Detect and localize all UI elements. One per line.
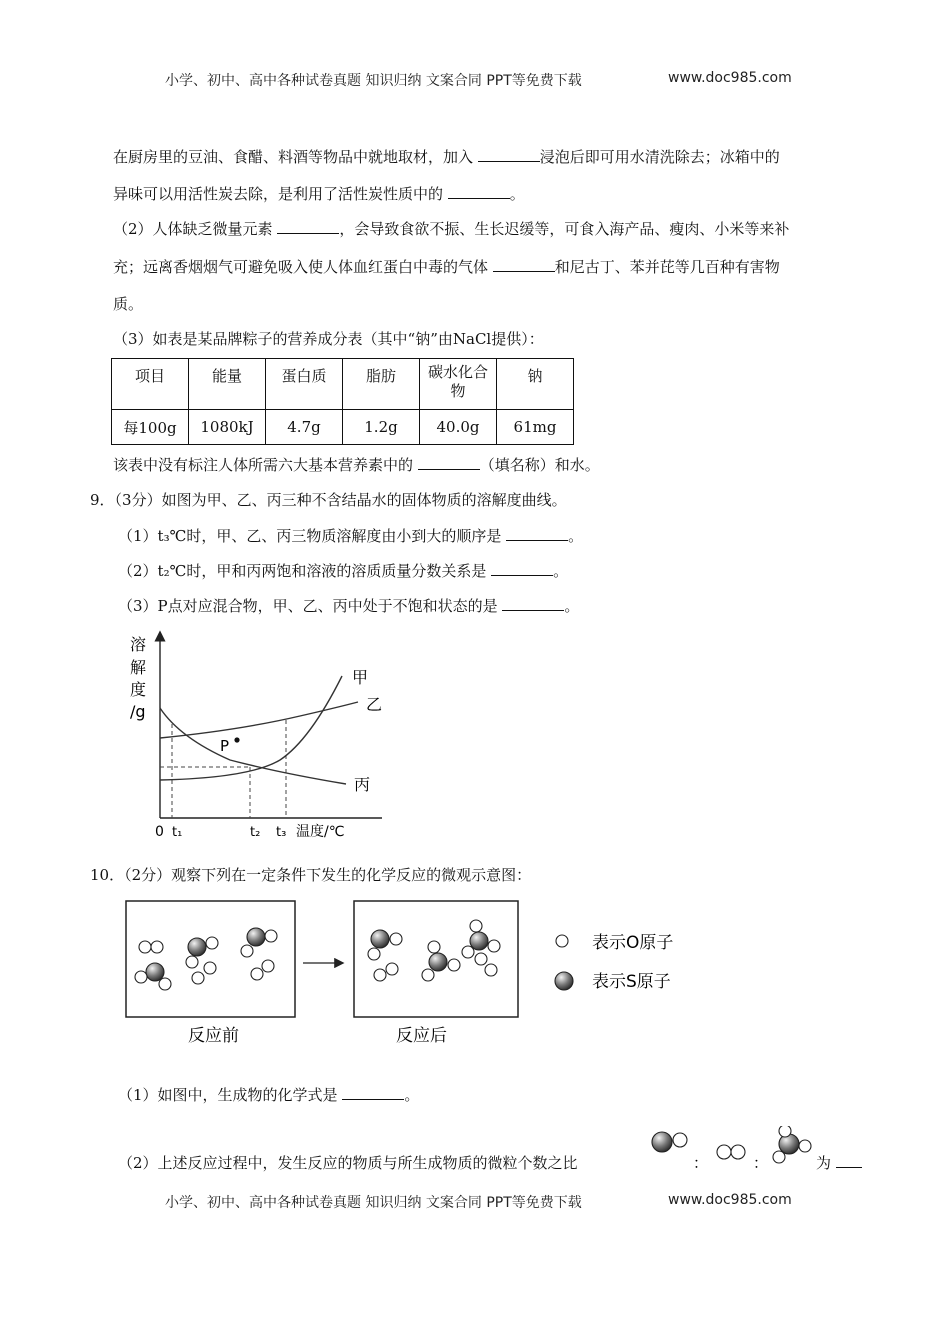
answer-blank[interactable] xyxy=(502,596,564,611)
reaction-diagram xyxy=(120,895,700,1055)
header-url[interactable]: www.doc985.com xyxy=(668,70,792,86)
table-header-row xyxy=(112,359,574,410)
tick-label: t₂ xyxy=(250,825,261,840)
so3-molecule-icon xyxy=(779,1134,799,1154)
q8-text: ，会导致食欲不振、生长迟缓等，可食入海产品、瘦肉、小米等来补 xyxy=(339,220,790,238)
q9-sub3 xyxy=(118,595,579,616)
solubility-graph xyxy=(120,628,390,843)
oxygen-atom-icon xyxy=(556,935,568,947)
table-cell: 每100g xyxy=(112,410,189,445)
q8-line4 xyxy=(113,256,780,277)
q10-text: 。 xyxy=(404,1086,420,1104)
table-cell: 1.2g xyxy=(343,410,420,445)
ratio-colon: ： xyxy=(753,1154,769,1172)
q9-text: （3）P点对应混合物，甲、乙、丙中处于不饱和状态的是 xyxy=(118,597,498,615)
q8-text: 在厨房里的豆油、食醋、料酒等物品中就地取材，加入 xyxy=(113,148,474,166)
curve-yi xyxy=(160,702,358,738)
q9-text: 。 xyxy=(568,527,584,545)
q8-line6 xyxy=(113,454,600,475)
q9-text: 。 xyxy=(564,597,580,615)
q8-text: 。 xyxy=(509,185,525,203)
oxygen-atom-icon xyxy=(717,1145,731,1159)
legend-oxygen: 表示O原子 xyxy=(592,933,674,953)
header-text: 小学、初中、高中各种试卷真题 知识归纳 文案合同 PPT等免费下载 xyxy=(165,73,582,89)
point-p xyxy=(234,737,239,742)
x-label: 温度/℃ xyxy=(296,824,345,840)
curve-label-bing: 丙 xyxy=(354,775,371,794)
answer-blank[interactable] xyxy=(491,561,553,576)
q8-text: （2）人体缺乏微量元素 xyxy=(113,220,273,238)
q9-text: 。 xyxy=(553,562,569,580)
oxygen-atom-icon xyxy=(773,1151,785,1163)
oxygen-atom-icon xyxy=(673,1133,687,1147)
before-molecules xyxy=(135,928,277,990)
curve-label-jia: 甲 xyxy=(352,668,369,687)
table-cell: 1080kJ xyxy=(189,410,266,445)
oxygen-atom-icon xyxy=(731,1145,745,1159)
table-header-cell: 碳水化合物 xyxy=(420,359,497,410)
answer-blank[interactable] xyxy=(277,219,339,234)
answer-blank[interactable] xyxy=(448,184,510,199)
q9-title: 9．（3分）如图为甲、乙、丙三种不含结晶水的固体物质的溶解度曲线。 xyxy=(90,491,567,509)
q8-text: 充；远离香烟烟气可避免吸入使人体血红蛋白中毒的气体 xyxy=(113,258,489,276)
tick-label: t₃ xyxy=(276,825,287,840)
q8-line3 xyxy=(113,218,789,239)
footer-url[interactable]: www.doc985.com xyxy=(668,1192,792,1208)
origin-label: 0 xyxy=(155,824,164,840)
q8-table-intro: （3）如表是某品牌粽子的营养成分表（其中“钠”由NaCl提供）： xyxy=(113,330,544,348)
answer-blank[interactable] xyxy=(493,257,555,272)
curve-label-yi: 乙 xyxy=(366,695,383,714)
q8-text: 浸泡后即可用水清洗除去；冰箱中的 xyxy=(539,148,780,166)
q10-title: 10．（2分）观察下列在一定条件下发生的化学反应的微观示意图： xyxy=(90,866,532,884)
before-box xyxy=(126,901,295,1017)
table-cell: 61mg xyxy=(497,410,574,445)
q8-line5: 质。 xyxy=(113,295,144,313)
answer-blank[interactable] xyxy=(342,1085,404,1100)
table-header-cell: 钠 xyxy=(497,359,574,410)
sulfur-atom-icon xyxy=(555,972,573,990)
ratio-colon: ： xyxy=(693,1154,709,1172)
table-header-cell: 蛋白质 xyxy=(266,359,343,410)
nutrition-table xyxy=(111,358,574,445)
after-molecules xyxy=(368,920,500,981)
y-label: /g xyxy=(130,702,146,721)
q9-sub2 xyxy=(118,560,568,581)
table-row xyxy=(112,410,574,445)
q10-text: 为 xyxy=(816,1154,832,1172)
q8-line1 xyxy=(113,146,780,167)
oxygen-atom-icon xyxy=(779,1126,791,1137)
table-cell: 4.7g xyxy=(266,410,343,445)
q8-text: 异味可以用活性炭去除，是利用了活性炭性质中的 xyxy=(113,185,444,203)
table-header-cell: 项目 xyxy=(112,359,189,410)
table-header-cell: 脂肪 xyxy=(343,359,420,410)
oxygen-atom-icon xyxy=(799,1140,811,1152)
q8-text: 该表中没有标注人体所需六大基本营养素中的 xyxy=(113,456,414,474)
answer-blank[interactable] xyxy=(418,455,480,470)
before-label: 反应前 xyxy=(188,1026,239,1046)
table-cell: 40.0g xyxy=(420,410,497,445)
footer-text: 小学、初中、高中各种试卷真题 知识归纳 文案合同 PPT等免费下载 xyxy=(165,1195,582,1211)
q10-sub2-end xyxy=(816,1152,862,1173)
q10-text: （1）如图中，生成物的化学式是 xyxy=(118,1086,338,1104)
y-label: 溶 xyxy=(130,635,147,654)
q8-line2 xyxy=(113,183,525,204)
table-header-cell: 能量 xyxy=(189,359,266,410)
answer-blank[interactable] xyxy=(836,1153,862,1168)
q9-text: （2）t₂℃时，甲和丙两饱和溶液的溶质质量分数关系是 xyxy=(118,562,487,580)
point-label: P xyxy=(220,737,230,755)
answer-blank[interactable] xyxy=(478,147,540,162)
so2-molecule-icon xyxy=(652,1132,672,1152)
q8-text: 和尼古丁、苯并芘等几百种有害物 xyxy=(554,258,780,276)
y-label: 解 xyxy=(130,658,147,677)
q9-sub1 xyxy=(118,525,583,546)
answer-blank[interactable] xyxy=(506,526,568,541)
curve-bing xyxy=(160,708,346,784)
curve-jia xyxy=(160,676,342,780)
y-label: 度 xyxy=(130,680,147,699)
q9-text: （1）t₃℃时，甲、乙、丙三物质溶解度由小到大的顺序是 xyxy=(118,527,502,545)
legend-sulfur: 表示S原子 xyxy=(592,972,671,992)
q10-sub2: （2）上述反应过程中，发生反应的物质与所生成物质的微粒个数之比 xyxy=(118,1154,578,1172)
tick-label: t₁ xyxy=(172,825,183,840)
after-label: 反应后 xyxy=(396,1026,447,1046)
q8-text: （填名称）和水。 xyxy=(479,456,600,474)
q10-sub1 xyxy=(118,1084,419,1105)
